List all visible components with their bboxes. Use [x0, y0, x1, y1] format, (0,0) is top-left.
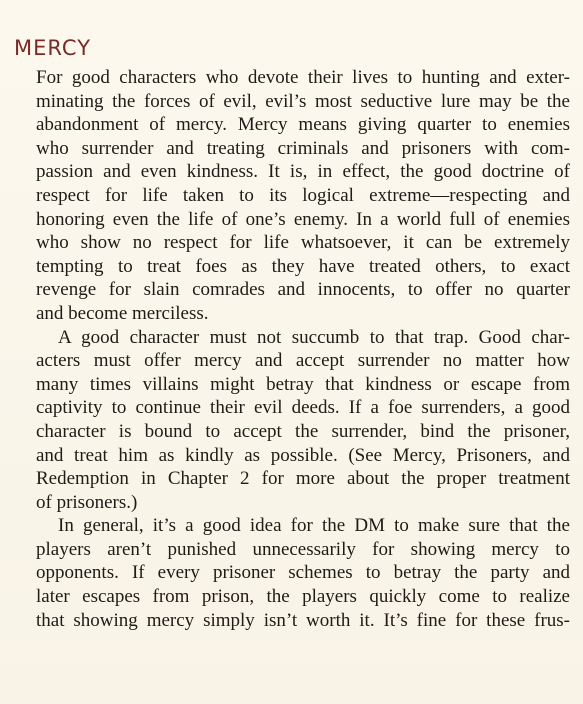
text-line: respect for life taken to its logical extreme—respecting and [36, 184, 570, 206]
text-line: and become merciless. [36, 302, 209, 324]
text-line: many times villains might betray that kindness or escape from [36, 373, 570, 395]
text-line: opponents. If every prisoner schemes to betray the party and [36, 562, 570, 584]
text-line: honoring even the life of one’s enemy. In a world full of enemies [36, 208, 570, 230]
text-line: acters must offer mercy and accept surrender no matter how [36, 350, 570, 372]
paragraph-3 [36, 514, 570, 632]
text-line: Redemption in Chapter 2 for more about the proper treatment [36, 468, 570, 490]
text-line: A good character must not succumb to that trap. Good char- [58, 326, 570, 348]
text-line: character is bound to accept the surrender, bind the prisoner, [36, 420, 570, 442]
text-line: who surrender and treating criminals and prisoners with com- [36, 137, 570, 159]
paragraph-1 [36, 66, 570, 326]
text-line: captivity to continue their evil deeds. If a foe surrenders, a good [36, 397, 570, 419]
text-line: abandonment of mercy. Mercy means giving quarter to enemies [36, 114, 570, 136]
text-line: revenge for slain comrades and innocents, to offer no quarter [36, 279, 570, 301]
text-line: tempting to treat foes as they have treated others, to exact [36, 255, 570, 277]
paragraph-2 [36, 326, 570, 515]
text-line: players aren’t punished unnecessarily for showing mercy to [36, 538, 570, 560]
text-line: of prisoners.) [36, 491, 138, 513]
text-line: passion and even kindness. It is, in effect, the good doctrine of [36, 161, 570, 183]
text-line: In general, it’s a good idea for the DM to make sure that the [58, 515, 570, 537]
text-line: later escapes from prison, the players quickly come to realize [36, 586, 570, 608]
text-line: that showing mercy simply isn’t worth it. It’s fine for these frus- [36, 609, 570, 631]
section-heading: MERCY [14, 36, 92, 60]
text-line: and treat him as kindly as possible. (See Mercy, Prisoners, and [36, 444, 570, 466]
body-text [36, 66, 570, 632]
text-line: minating the forces of evil, evil’s most seductive lure may be the [36, 90, 570, 112]
text-line: For good characters who devote their lives to hunting and exter- [36, 67, 570, 88]
text-line: who show no respect for life whatsoever, it can be extremely [36, 232, 570, 254]
